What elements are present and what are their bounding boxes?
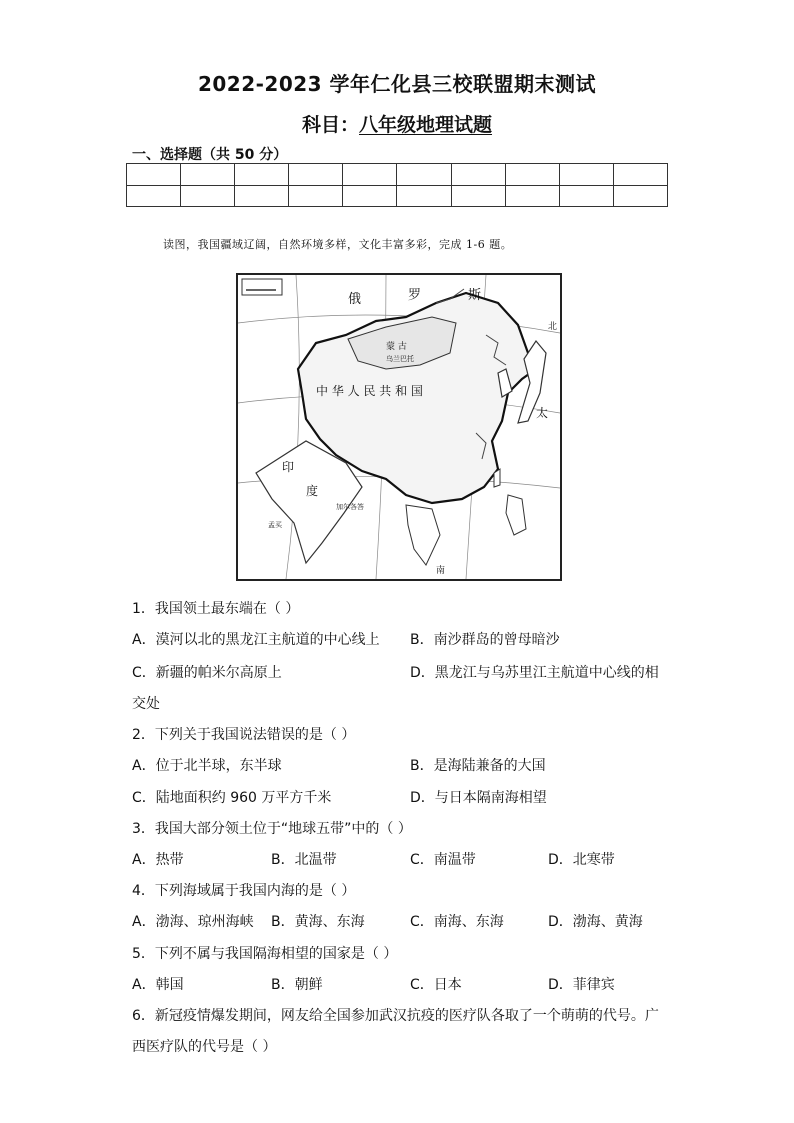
subject-line [0, 110, 794, 137]
option-b[interactable]: B．北温带 [271, 852, 337, 868]
map-label: 度 [306, 484, 319, 498]
option-a[interactable]: A．渤海、琼州海峡 [132, 914, 254, 930]
map-label: 太 [536, 406, 549, 420]
answer-grid-row [127, 185, 668, 207]
option-continuation: 交处 [132, 696, 160, 712]
answer-cell[interactable] [343, 185, 397, 207]
option-a[interactable]: A．热带 [132, 852, 184, 868]
answer-cell[interactable] [559, 164, 613, 186]
reading-instruction: 读图，我国疆域辽阔，自然环境多样，文化丰富多彩，完成 1-6 题。 [163, 238, 513, 251]
map-label: 孟买 [268, 521, 282, 529]
subject-name: 八年级地理试题 [359, 114, 493, 136]
answer-cell[interactable] [235, 164, 289, 186]
subject-prefix: 科目： [301, 114, 359, 136]
map-label: 北 [548, 322, 558, 332]
answer-cell[interactable] [613, 185, 667, 207]
china-map [236, 273, 562, 581]
answer-cell[interactable] [397, 164, 451, 186]
question-stem: 6．新冠疫情爆发期间，网友给全国参加武汉抗疫的医疗队各取了一个萌萌的代号。广 [132, 1008, 659, 1024]
answer-cell[interactable] [181, 185, 235, 207]
answer-cell[interactable] [451, 164, 505, 186]
answer-cell[interactable] [181, 164, 235, 186]
option-b[interactable]: B．南沙群岛的曾母暗沙 [410, 632, 560, 648]
answer-cell[interactable] [127, 185, 181, 207]
map-label: 蒙 古 [386, 342, 407, 352]
answer-grid-row [127, 164, 668, 186]
option-c[interactable]: C．新疆的帕米尔高原上 [132, 665, 282, 681]
question-stem: 4．下列海域属于我国内海的是（ ） [132, 883, 356, 899]
answer-cell[interactable] [613, 164, 667, 186]
map-label: 乌兰巴托 [386, 355, 414, 363]
question-stem: 3．我国大部分领土位于“地球五带”中的（ ） [132, 821, 412, 837]
answer-cell[interactable] [397, 185, 451, 207]
option-b[interactable]: B．黄海、东海 [271, 914, 365, 930]
option-c[interactable]: C．陆地面积约 960 万平方千米 [132, 790, 332, 806]
option-b[interactable]: B．是海陆兼备的大国 [410, 758, 546, 774]
option-d[interactable]: D．与日本隔南海相望 [410, 790, 547, 806]
answer-cell[interactable] [505, 185, 559, 207]
question-stem: 5．下列不属与我国隔海相望的国家是（ ） [132, 946, 398, 962]
option-c[interactable]: C．南温带 [410, 852, 476, 868]
exam-title: 2022-2023 学年仁化县三校联盟期末测试 [197, 72, 597, 96]
option-d[interactable]: D．黑龙江与乌苏里江主航道中心线的相 [410, 665, 659, 681]
map-label: 南 [436, 566, 446, 576]
option-a[interactable]: A．韩国 [132, 977, 184, 993]
answer-cell[interactable] [289, 164, 343, 186]
map-label: 斯 [468, 288, 482, 303]
answer-cell[interactable] [451, 185, 505, 207]
map-label: 俄 [348, 292, 362, 307]
option-d[interactable]: D．北寒带 [548, 852, 615, 868]
section-heading: 一、选择题（共 50 分） [132, 147, 288, 163]
option-a[interactable]: A．位于北半球，东半球 [132, 758, 282, 774]
option-d[interactable]: D．菲律宾 [548, 977, 615, 993]
question-stem: 1．我国领土最东端在（ ） [132, 601, 300, 617]
option-c[interactable]: C．南海、东海 [410, 914, 504, 930]
answer-cell[interactable] [505, 164, 559, 186]
question-stem: 2．下列关于我国说法错误的是（ ） [132, 727, 356, 743]
answer-cell[interactable] [235, 185, 289, 207]
map-label: 加尔各答 [336, 503, 364, 511]
answer-cell[interactable] [127, 164, 181, 186]
map-label: 罗 [408, 288, 422, 303]
answer-cell[interactable] [559, 185, 613, 207]
map-label: 印 [282, 460, 295, 474]
answer-cell[interactable] [343, 164, 397, 186]
option-a[interactable]: A．漠河以北的黑龙江主航道的中心线上 [132, 632, 380, 648]
question-stem-continuation: 西医疗队的代号是（ ） [132, 1039, 277, 1055]
answer-cell[interactable] [289, 185, 343, 207]
option-d[interactable]: D．渤海、黄海 [548, 914, 643, 930]
map-label: 中 华 人 民 共 和 国 [316, 384, 423, 398]
option-c[interactable]: C．日本 [410, 977, 462, 993]
answer-grid [126, 163, 668, 207]
option-b[interactable]: B．朝鲜 [271, 977, 323, 993]
